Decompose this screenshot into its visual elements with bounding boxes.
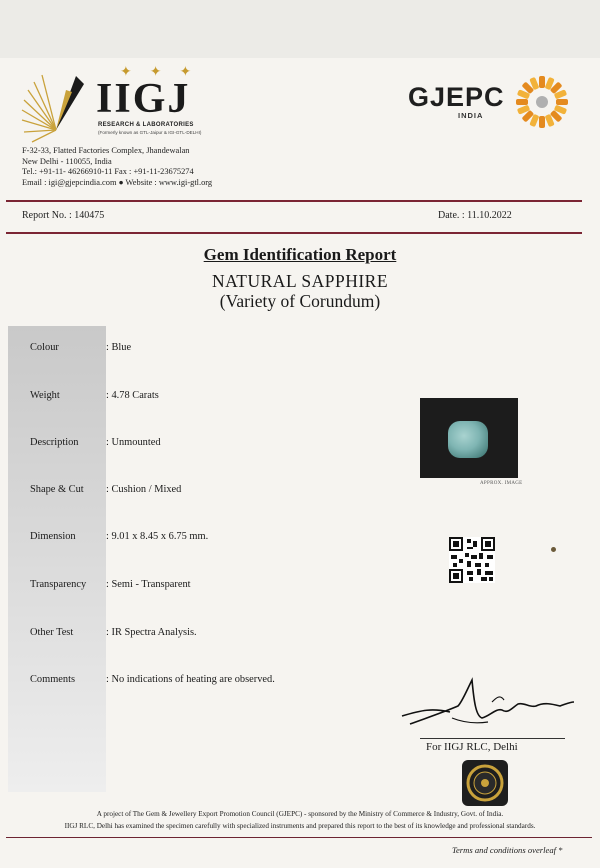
detail-value: : 9.01 x 8.45 x 6.75 mm.	[106, 531, 209, 542]
detail-value: : Cushion / Mixed	[106, 484, 182, 495]
qr-code-icon[interactable]	[449, 537, 495, 583]
address-line: F-32-33, Flatted Factories Complex, Jhandewalan	[22, 146, 190, 155]
detail-label: Other Test	[30, 627, 74, 638]
top-margin	[0, 0, 600, 58]
address-line: New Delhi - 110055, India	[22, 156, 112, 166]
footer-project-note: A project of The Gem & Jewellery Export Promotion Council (GJEPC) - sponsored by the Ministry of Commerce & Industry, Govt. of India.	[96, 810, 504, 818]
detail-label: Colour	[30, 342, 59, 353]
ink-dot	[551, 547, 556, 552]
detail-label: Comments	[30, 674, 76, 685]
report-title: Gem Identification Report	[203, 245, 397, 264]
report-number: Report No. : 140475	[22, 210, 105, 221]
report-date: Date. : 11.10.2022	[438, 210, 512, 221]
gjepc-ring-logo	[514, 74, 570, 130]
seal-icon	[462, 760, 508, 806]
igj-logo	[20, 64, 230, 144]
divider	[6, 200, 582, 202]
logo-subtitle-formerly: (Formerly known as GTL-Jaipur & IGI-GTL-DELHI)	[98, 130, 202, 135]
detail-label: Description	[30, 437, 79, 448]
lab-address	[22, 146, 212, 188]
gjepc-logo	[408, 78, 578, 128]
detail-label: Dimension	[30, 531, 76, 542]
gjepc-name: GJEPC	[408, 82, 505, 112]
signature-line	[420, 738, 565, 739]
signature-image	[392, 672, 582, 744]
logo-subtitle: RESEARCH & LABORATORIES	[98, 122, 194, 128]
signature-caption: For IIGJ RLC, Delhi	[426, 741, 518, 753]
detail-value: : Semi - Transparent	[106, 579, 191, 590]
stars-decoration: ✦✦✦	[120, 65, 210, 80]
divider	[6, 232, 582, 234]
address-line: Email : igi@gjepcindia.com ● Website : www.igi-gtl.org	[22, 177, 213, 187]
gem-stone-image	[448, 421, 488, 458]
detail-value: : Blue	[106, 342, 132, 353]
image-caption: APPROX. IMAGE	[480, 481, 523, 486]
detail-value: : 4.78 Carats	[106, 390, 159, 401]
terms-note: Terms and conditions overleaf *	[452, 845, 563, 855]
igj-sunburst-logo	[20, 70, 92, 144]
detail-value: : IR Spectra Analysis.	[106, 627, 197, 638]
detail-label: Weight	[30, 390, 60, 401]
footer-disclaimer: IIGJ RLC, Delhi has examined the specimen carefully with specialized instruments and prepared this report to the best of its knowledge and professional standards.	[64, 822, 536, 830]
detail-label: Shape & Cut	[30, 484, 84, 495]
stone-name: NATURAL SAPPHIRE	[211, 271, 389, 291]
detail-label: Transparency	[30, 579, 87, 590]
logo-text: IIGJ	[96, 76, 191, 122]
gjepc-country: INDIA	[458, 111, 484, 120]
detail-value: : Unmounted	[106, 437, 161, 448]
footer-divider	[6, 837, 592, 838]
detail-value: : No indications of heating are observed.	[106, 674, 275, 685]
gem-photo	[420, 398, 518, 478]
address-line: Tel.: +91-11- 46266910-11 Fax : +91-11-23675274	[22, 167, 194, 177]
stone-variety: (Variety of Corundum)	[219, 291, 381, 311]
